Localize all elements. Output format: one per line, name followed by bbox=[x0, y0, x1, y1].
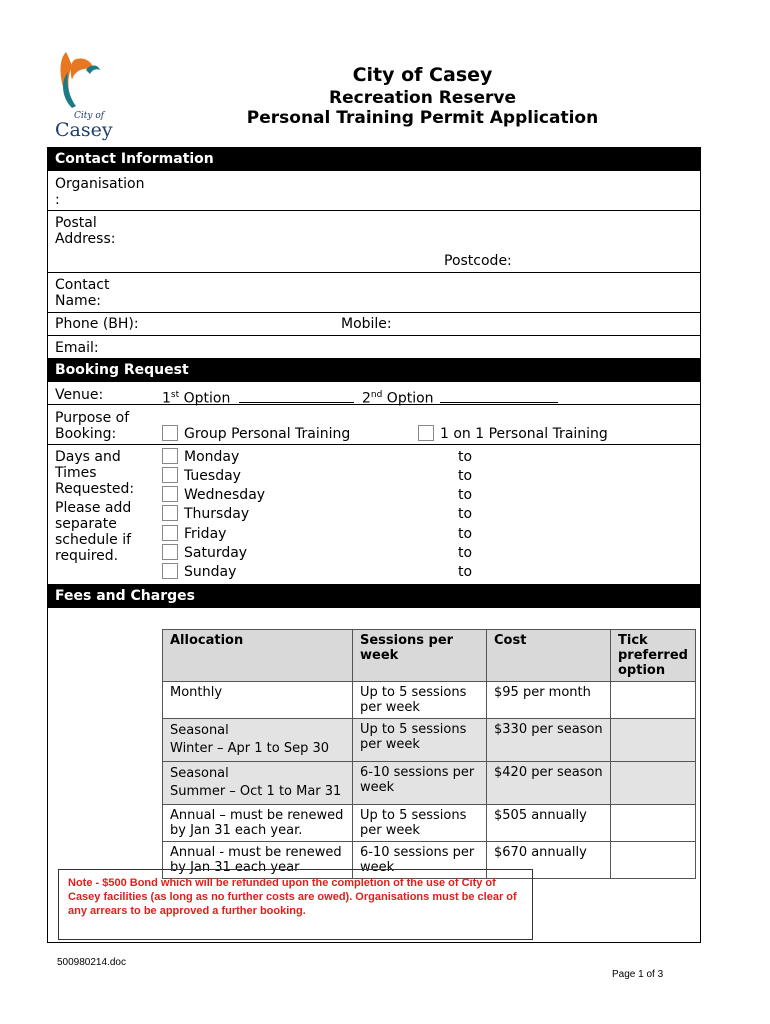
saturday-checkbox[interactable] bbox=[162, 544, 178, 560]
allocation-cell: Annual - must be renewed by Jan 31 each year bbox=[163, 842, 353, 879]
days-times-label-line: Times bbox=[55, 465, 97, 481]
allocation-cell: Seasonal Winter – Apr 1 to Sep 30 bbox=[163, 719, 353, 762]
organisation-colon: : bbox=[55, 192, 60, 208]
saturday-label: Saturday bbox=[184, 545, 248, 561]
venue-option-2-blank bbox=[440, 390, 558, 403]
section-booking-request: Booking Request bbox=[48, 358, 700, 382]
phone-field[interactable] bbox=[158, 314, 328, 334]
days-times-label-line: required. bbox=[55, 548, 119, 564]
friday-to-label: to bbox=[458, 526, 473, 542]
contact-name-label: Name: bbox=[55, 293, 102, 309]
sunday-label: Sunday bbox=[184, 564, 237, 580]
tuesday-to-label: to bbox=[458, 468, 473, 484]
contact-name-field[interactable] bbox=[158, 275, 688, 309]
thursday-to-label: to bbox=[458, 506, 473, 522]
svg-text:City of: City of bbox=[74, 111, 105, 121]
sessions-cell: Up to 5 sessions per week bbox=[353, 682, 487, 719]
venue-option-1-blank bbox=[239, 390, 354, 403]
tuesday-label: Tuesday bbox=[184, 468, 241, 484]
days-times-label-line: schedule if bbox=[55, 532, 132, 548]
venue-option-2[interactable]: 2nd Option bbox=[362, 387, 558, 407]
svg-text:Casey: Casey bbox=[55, 119, 113, 141]
header-allocation: Allocation bbox=[163, 630, 353, 682]
allocation-cell: Monthly bbox=[163, 682, 353, 719]
cost-cell: $505 annually bbox=[487, 805, 611, 842]
group-training-label: Group Personal Training bbox=[184, 426, 351, 442]
sunday-checkbox[interactable] bbox=[162, 563, 178, 579]
postal-label: Postal bbox=[55, 215, 97, 231]
section-fees-and-charges: Fees and Charges bbox=[48, 584, 700, 608]
page-subtitle: Recreation Reserve bbox=[329, 88, 516, 108]
header-cost: Cost bbox=[487, 630, 611, 682]
tick-cell[interactable] bbox=[611, 842, 696, 879]
fees-table-header bbox=[163, 630, 696, 682]
email-label: Email: bbox=[55, 340, 99, 356]
sunday-to-label: to bbox=[458, 564, 473, 580]
cost-cell: $330 per season bbox=[487, 719, 611, 762]
row-divider bbox=[48, 312, 700, 313]
allocation-cell: Seasonal Summer – Oct 1 to Mar 31 bbox=[163, 762, 353, 805]
phone-label: Phone (BH): bbox=[55, 316, 139, 332]
tick-cell[interactable] bbox=[611, 682, 696, 719]
application-form bbox=[47, 147, 701, 943]
row-divider bbox=[48, 272, 700, 273]
fees-table bbox=[162, 629, 696, 879]
sessions-cell: 6-10 sessions per week bbox=[353, 842, 487, 879]
mobile-field[interactable] bbox=[398, 314, 688, 334]
days-times-label-line: Requested: bbox=[55, 481, 135, 497]
postcode-label: Postcode: bbox=[444, 253, 512, 269]
saturday-to-label: to bbox=[458, 545, 473, 561]
one-on-one-training-label: 1 on 1 Personal Training bbox=[440, 426, 608, 442]
organisation-label: Organisation bbox=[55, 176, 145, 192]
monday-label: Monday bbox=[184, 449, 240, 465]
allocation-cell: Annual – must be renewed by Jan 31 each year. bbox=[163, 805, 353, 842]
page-number: Page 1 of 3 bbox=[612, 969, 664, 980]
monday-checkbox[interactable] bbox=[162, 448, 178, 464]
tick-cell[interactable] bbox=[611, 719, 696, 762]
wednesday-to-label: to bbox=[458, 487, 473, 503]
one-on-one-training-checkbox[interactable] bbox=[418, 425, 434, 441]
table-row bbox=[163, 805, 696, 842]
table-row bbox=[163, 682, 696, 719]
document-filename: 500980214.doc bbox=[57, 957, 126, 968]
group-training-checkbox[interactable] bbox=[162, 425, 178, 441]
friday-checkbox[interactable] bbox=[162, 525, 178, 541]
venue-option-1[interactable]: 1st Option bbox=[162, 387, 354, 407]
monday-to-label: to bbox=[458, 449, 473, 465]
booking-label: Booking: bbox=[55, 426, 117, 442]
days-times-label-line: separate bbox=[55, 516, 117, 532]
cost-cell: $95 per month bbox=[487, 682, 611, 719]
sessions-cell: 6-10 sessions per week bbox=[353, 762, 487, 805]
organisation-field[interactable] bbox=[158, 174, 688, 208]
purpose-label: Purpose of bbox=[55, 410, 130, 426]
days-times-label-line: Days and bbox=[55, 449, 121, 465]
section-contact-information: Contact Information bbox=[48, 148, 700, 171]
contact-label: Contact bbox=[55, 277, 110, 293]
row-divider bbox=[48, 444, 700, 445]
thursday-label: Thursday bbox=[184, 506, 250, 522]
row-divider bbox=[48, 335, 700, 336]
sessions-cell: Up to 5 sessions per week bbox=[353, 719, 487, 762]
form-title: Personal Training Permit Application bbox=[246, 108, 599, 128]
sessions-cell: Up to 5 sessions per week bbox=[353, 805, 487, 842]
wednesday-label: Wednesday bbox=[184, 487, 266, 503]
table-row bbox=[163, 762, 696, 805]
friday-label: Friday bbox=[184, 526, 227, 542]
bond-note: Note - $500 Bond which will be refunded upon the completion of the use of City of Casey facilities (as long as no further costs are owed). Organisations must be clear of any arrears to be approved a further booking. bbox=[58, 869, 533, 940]
mobile-label: Mobile: bbox=[341, 316, 392, 332]
tick-cell[interactable] bbox=[611, 762, 696, 805]
venue-label: Venue: bbox=[55, 387, 104, 403]
thursday-checkbox[interactable] bbox=[162, 505, 178, 521]
cost-cell: $670 annually bbox=[487, 842, 611, 879]
days-times-label-line: Please add bbox=[55, 500, 132, 516]
row-divider bbox=[48, 404, 700, 405]
header-sessions: Sessions per week bbox=[353, 630, 487, 682]
wednesday-checkbox[interactable] bbox=[162, 486, 178, 502]
postal-address-field[interactable] bbox=[158, 213, 688, 269]
email-field[interactable] bbox=[108, 338, 688, 356]
address-label: Address: bbox=[55, 231, 116, 247]
table-row bbox=[163, 719, 696, 762]
page-title: City of Casey bbox=[352, 64, 493, 86]
header-tick: Tick preferred option bbox=[611, 630, 696, 682]
tuesday-checkbox[interactable] bbox=[162, 467, 178, 483]
row-divider bbox=[48, 210, 700, 211]
cost-cell: $420 per season bbox=[487, 762, 611, 805]
tick-cell[interactable] bbox=[611, 805, 696, 842]
